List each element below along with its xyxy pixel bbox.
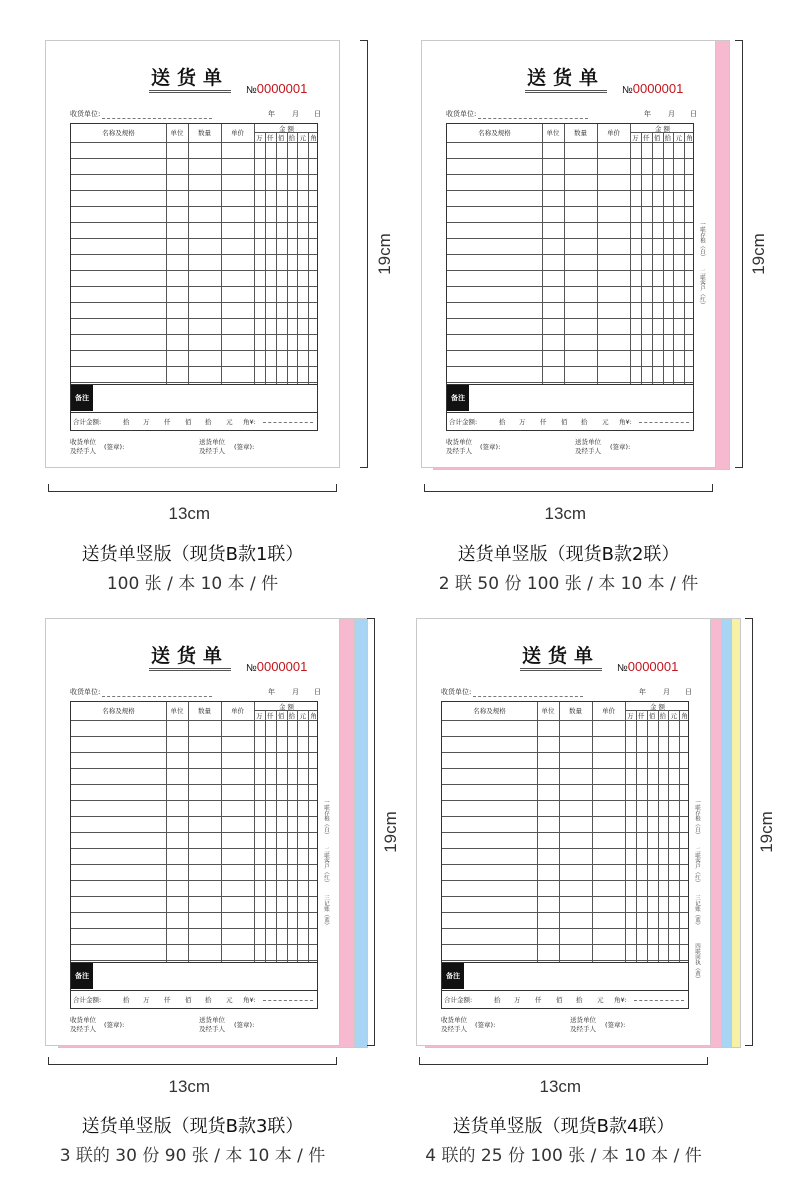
total-unit: 拾	[581, 418, 588, 426]
total-row	[70, 413, 318, 431]
number-symbol: №	[246, 85, 257, 96]
receiver-blank[interactable]	[102, 690, 212, 697]
table-digit-line	[287, 132, 288, 384]
column-header: 单价	[602, 707, 615, 715]
height-label: 19cm	[756, 811, 776, 853]
deliver-sign-line2: 及经手人	[575, 447, 601, 455]
date-label: 年	[644, 110, 651, 118]
table-row-line	[71, 190, 317, 191]
total-unit: 拾	[205, 418, 212, 426]
table-row-line	[447, 350, 693, 351]
total-unit: 拾	[123, 996, 130, 1004]
copy-label: 二联客户（红）	[699, 269, 705, 308]
amount-digit-header: 角	[310, 134, 317, 142]
table-row-line	[442, 736, 688, 737]
width-label: 13cm	[168, 504, 211, 523]
table-row-line	[447, 366, 693, 367]
column-header: 名称及规格	[102, 707, 135, 715]
number-value: 0000001	[256, 659, 308, 674]
form-number	[617, 659, 678, 674]
table-row-line	[71, 800, 317, 801]
column-header: 单位	[541, 707, 555, 715]
amount-digit-header: 拾	[664, 134, 672, 142]
table-row-line	[71, 768, 317, 769]
receiver-sign-line1: 收货单位	[70, 1016, 96, 1024]
total-unit: 元	[226, 418, 233, 426]
items-table	[70, 123, 318, 385]
column-header: 数量	[569, 707, 582, 715]
table-row-line	[71, 302, 317, 303]
table-row-line	[71, 350, 317, 351]
remarks-label: 备注	[71, 963, 93, 989]
table-row-line	[442, 752, 688, 753]
total-blank[interactable]	[263, 1000, 313, 1001]
copy-label: 二联客户（红）	[323, 847, 329, 886]
table-digit-line	[297, 710, 298, 962]
total-unit: 佰	[185, 418, 192, 426]
table-row-line	[71, 238, 317, 239]
table-row-line	[71, 928, 317, 929]
table-row-line	[447, 206, 693, 207]
product-title: 送货单竖版（现货B款3联）	[81, 1116, 304, 1137]
table-row-line	[447, 318, 693, 319]
date-label: 月	[292, 110, 299, 118]
total-blank[interactable]	[634, 1000, 684, 1001]
delivery-form-sheet	[45, 40, 340, 468]
height-dimension-bracket	[745, 618, 753, 1046]
table-row-line	[447, 158, 693, 159]
date-label: 月	[668, 110, 675, 118]
total-unit: 仟	[535, 996, 542, 1004]
total-label: 合计金额:	[444, 996, 473, 1004]
total-unit: 仟	[164, 418, 171, 426]
product-subtitle: 3 联的 30 份 90 张 / 本 10 本 / 件	[59, 1146, 326, 1166]
total-unit: 万	[514, 996, 521, 1004]
table-row-line	[442, 832, 688, 833]
remarks-box	[70, 963, 318, 991]
receiver-sign-label: (签章):	[104, 1021, 125, 1029]
product-title: 送货单竖版（现货B款4联）	[452, 1116, 675, 1137]
receiver-sign-line2: 及经手人	[441, 1025, 467, 1033]
table-digit-line	[663, 132, 664, 384]
receiver-label	[446, 109, 588, 119]
receiver-label	[441, 687, 583, 697]
total-unit: 拾	[494, 996, 501, 1004]
table-row-line	[447, 302, 693, 303]
remarks-box	[446, 385, 694, 413]
total-unit: 佰	[185, 996, 192, 1004]
table-digit-line	[276, 132, 277, 384]
remarks-box	[70, 385, 318, 413]
total-unit: 拾	[499, 418, 506, 426]
table-row-line	[442, 848, 688, 849]
receiver-sign-label: (签章):	[104, 443, 125, 451]
table-digit-line	[668, 710, 669, 962]
amount-digit-header: 佰	[648, 712, 656, 720]
deliver-sign-line1: 送货单位	[199, 438, 225, 446]
width-dimension-bracket	[419, 1057, 708, 1065]
height-dimension-bracket	[367, 618, 375, 1046]
amount-header: 金 额	[278, 125, 295, 133]
product-subtitle: 100 张 / 本 10 本 / 件	[106, 574, 279, 594]
deliver-sign-line2: 及经手人	[199, 1025, 225, 1033]
receiver-label	[70, 109, 212, 119]
deliver-sign-label: (签章):	[234, 443, 255, 451]
form-title: 送货单	[525, 67, 607, 93]
table-row-line	[71, 880, 317, 881]
total-unit: 万	[143, 418, 150, 426]
amount-digit-header: 佰	[277, 712, 285, 720]
amount-digit-header: 拾	[288, 134, 296, 142]
date-label: 日	[314, 110, 321, 118]
amount-header: 金 额	[654, 125, 671, 133]
total-label: 合计金额:	[449, 418, 478, 426]
amount-digit-header: 仟	[637, 712, 645, 720]
table-row-line	[442, 720, 688, 721]
deliver-sign-line2: 及经手人	[199, 447, 225, 455]
amount-header: 金 额	[278, 703, 295, 711]
total-row	[441, 991, 689, 1009]
amount-digit-header: 角	[686, 134, 693, 142]
table-row-line	[447, 270, 693, 271]
receiver-sign-line1: 收货单位	[446, 438, 472, 446]
table-digit-line	[647, 710, 648, 962]
remarks-box	[441, 963, 689, 991]
table-row-line	[447, 174, 693, 175]
receiver-sign-line2: 及经手人	[446, 447, 472, 455]
amount-digit-header: 仟	[642, 134, 650, 142]
total-unit: 角¥:	[614, 996, 627, 1004]
total-unit: 佰	[556, 996, 563, 1004]
table-row-line	[442, 864, 688, 865]
table-row-line	[447, 286, 693, 287]
amount-digit-header: 仟	[266, 712, 274, 720]
copy-label: 三记账（蓝）	[694, 895, 700, 928]
table-row-line	[442, 784, 688, 785]
column-header: 数量	[574, 129, 587, 137]
deliver-sign-line1: 送货单位	[199, 1016, 225, 1024]
amount-digit-header: 万	[627, 712, 634, 720]
items-table	[441, 701, 689, 963]
number-symbol: №	[617, 663, 628, 674]
total-unit: 拾	[576, 996, 583, 1004]
height-dimension-bracket	[735, 40, 743, 468]
total-label: 合计金额:	[73, 418, 102, 426]
deliver-sign-line2: 及经手人	[570, 1025, 596, 1033]
width-dimension-bracket	[48, 1057, 337, 1065]
deliver-sign-label: (签章):	[234, 1021, 255, 1029]
total-unit: 元	[226, 996, 233, 1004]
width-label: 13cm	[168, 1077, 211, 1096]
amount-digit-header: 角	[310, 712, 317, 720]
receiver-label-text: 收货单位:	[70, 110, 101, 118]
column-header: 单价	[231, 129, 244, 137]
amount-digit-header: 拾	[288, 712, 296, 720]
column-header: 数量	[198, 707, 211, 715]
table-row-line	[71, 960, 317, 961]
table-digit-line	[265, 710, 266, 962]
receiver-sign-line1: 收货单位	[441, 1016, 467, 1024]
table-row-line	[71, 222, 317, 223]
total-unit: 角¥:	[243, 418, 256, 426]
product-title: 送货单竖版（现货B款1联）	[81, 544, 304, 565]
total-unit: 万	[143, 996, 150, 1004]
column-header: 单位	[546, 129, 560, 137]
form-number	[246, 81, 307, 96]
table-digit-line	[658, 710, 659, 962]
table-digit-line	[276, 710, 277, 962]
total-unit: 元	[597, 996, 604, 1004]
table-row-line	[447, 238, 693, 239]
total-unit: 元	[602, 418, 609, 426]
table-row-line	[442, 944, 688, 945]
copy-label: 三记账（蓝）	[323, 895, 329, 928]
date-label: 年	[268, 688, 275, 696]
table-digit-line	[684, 132, 685, 384]
form-title: 送货单	[149, 67, 231, 93]
width-label: 13cm	[539, 1077, 582, 1096]
table-row-line	[442, 880, 688, 881]
total-unit: 仟	[164, 996, 171, 1004]
product-subtitle: 4 联的 25 份 100 张 / 本 10 本 / 件	[425, 1146, 702, 1166]
copy-label: 四联回执（黄）	[694, 943, 700, 982]
remarks-label: 备注	[447, 385, 469, 411]
column-header: 单价	[607, 129, 620, 137]
column-header: 单位	[170, 707, 184, 715]
total-row	[446, 413, 694, 431]
receiver-label-text: 收货单位:	[446, 110, 477, 118]
table-row-line	[71, 848, 317, 849]
amount-digit-header: 佰	[653, 134, 661, 142]
table-digit-line	[297, 132, 298, 384]
amount-digit-header: 万	[632, 134, 639, 142]
table-row-line	[71, 334, 317, 335]
table-digit-line	[641, 132, 642, 384]
date-label: 月	[292, 688, 299, 696]
copy-label: 一联存根（白）	[699, 221, 705, 260]
date-label: 日	[685, 688, 692, 696]
total-blank[interactable]	[263, 422, 313, 423]
width-dimension-bracket	[48, 484, 337, 492]
table-row-line	[71, 382, 317, 383]
receiver-blank[interactable]	[478, 112, 588, 119]
table-row-line	[71, 816, 317, 817]
receiver-label	[70, 687, 212, 697]
table-row-line	[71, 286, 317, 287]
table-digit-line	[308, 132, 309, 384]
amount-digit-header: 仟	[266, 134, 274, 142]
table-row-line	[442, 928, 688, 929]
table-row-line	[442, 800, 688, 801]
table-row-line	[71, 366, 317, 367]
copy-label: 二联客户（红）	[694, 847, 700, 886]
receiver-sign-label: (签章):	[475, 1021, 496, 1029]
form-number	[622, 81, 683, 96]
table-row-line	[71, 270, 317, 271]
items-table	[446, 123, 694, 385]
table-row-line	[71, 752, 317, 753]
number-value: 0000001	[627, 659, 679, 674]
total-unit: 万	[519, 418, 526, 426]
form-number	[246, 659, 307, 674]
items-table	[70, 701, 318, 963]
deliver-sign-line1: 送货单位	[575, 438, 601, 446]
total-row	[70, 991, 318, 1009]
copy-label: 一联存根（白）	[694, 799, 700, 838]
number-symbol: №	[622, 85, 633, 96]
table-row-line	[442, 896, 688, 897]
amount-digit-header: 元	[299, 134, 306, 142]
table-row-line	[442, 960, 688, 961]
total-label: 合计金额:	[73, 996, 102, 1004]
height-label: 19cm	[374, 233, 394, 275]
table-row-line	[71, 158, 317, 159]
column-header: 单价	[231, 707, 244, 715]
table-row-line	[71, 174, 317, 175]
table-digit-line	[265, 132, 266, 384]
table-row-line	[71, 206, 317, 207]
amount-digit-header: 元	[299, 712, 306, 720]
table-row-line	[71, 784, 317, 785]
amount-digit-header: 万	[256, 134, 263, 142]
date-label: 日	[314, 688, 321, 696]
number-symbol: №	[246, 663, 257, 674]
table-row-line	[71, 736, 317, 737]
receiver-sign-line2: 及经手人	[70, 447, 96, 455]
column-header: 数量	[198, 129, 211, 137]
delivery-form-sheet	[416, 618, 711, 1046]
amount-digit-header: 元	[670, 712, 677, 720]
table-digit-line	[673, 132, 674, 384]
amount-digit-header: 元	[675, 134, 682, 142]
column-header: 名称及规格	[473, 707, 506, 715]
receiver-sign-label: (签章):	[480, 443, 501, 451]
height-dimension-bracket	[360, 40, 368, 468]
height-label: 19cm	[380, 811, 400, 853]
deliver-sign-line1: 送货单位	[570, 1016, 596, 1024]
remarks-label: 备注	[442, 963, 464, 989]
amount-digit-header: 万	[256, 712, 263, 720]
table-row-line	[71, 944, 317, 945]
table-digit-line	[308, 710, 309, 962]
copy-label: 一联存根（白）	[323, 799, 329, 838]
table-row-line	[71, 720, 317, 721]
date-label: 年	[268, 110, 275, 118]
product-title: 送货单竖版（现货B款2联）	[457, 544, 680, 565]
total-blank[interactable]	[639, 422, 689, 423]
amount-digit-header: 拾	[659, 712, 667, 720]
column-header: 名称及规格	[102, 129, 135, 137]
column-header: 单位	[170, 129, 184, 137]
table-row-line	[71, 896, 317, 897]
delivery-form-sheet	[45, 618, 340, 1046]
column-header: 名称及规格	[478, 129, 511, 137]
table-row-line	[442, 768, 688, 769]
receiver-label-text: 收货单位:	[441, 688, 472, 696]
receiver-blank[interactable]	[102, 112, 212, 119]
amount-digit-header: 佰	[277, 134, 285, 142]
width-label: 13cm	[544, 504, 587, 523]
delivery-form-sheet	[421, 40, 716, 468]
table-row-line	[71, 832, 317, 833]
date-label: 月	[663, 688, 670, 696]
table-digit-line	[636, 710, 637, 962]
table-row-line	[447, 254, 693, 255]
table-row-line	[71, 864, 317, 865]
receiver-label-text: 收货单位:	[70, 688, 101, 696]
remarks-label: 备注	[71, 385, 93, 411]
table-row-line	[447, 382, 693, 383]
height-label: 19cm	[748, 233, 768, 275]
table-row-line	[442, 912, 688, 913]
table-row-line	[447, 334, 693, 335]
table-row-line	[447, 190, 693, 191]
total-unit: 拾	[123, 418, 130, 426]
amount-digit-header: 角	[681, 712, 688, 720]
amount-header: 金 额	[649, 703, 666, 711]
number-value: 0000001	[256, 81, 308, 96]
total-unit: 拾	[205, 996, 212, 1004]
total-unit: 角¥:	[243, 996, 256, 1004]
table-digit-line	[652, 132, 653, 384]
table-row-line	[71, 912, 317, 913]
product-subtitle: 2 联 50 份 100 张 / 本 10 本 / 件	[438, 574, 699, 594]
deliver-sign-label: (签章):	[605, 1021, 626, 1029]
form-title: 送货单	[520, 645, 602, 671]
total-unit: 角¥:	[619, 418, 632, 426]
table-digit-line	[287, 710, 288, 962]
number-value: 0000001	[632, 81, 684, 96]
table-row-line	[442, 816, 688, 817]
date-label: 日	[690, 110, 697, 118]
total-unit: 佰	[561, 418, 568, 426]
table-row-line	[71, 318, 317, 319]
deliver-sign-label: (签章):	[610, 443, 631, 451]
date-label: 年	[639, 688, 646, 696]
table-row-line	[447, 142, 693, 143]
receiver-sign-line1: 收货单位	[70, 438, 96, 446]
receiver-sign-line2: 及经手人	[70, 1025, 96, 1033]
receiver-blank[interactable]	[473, 690, 583, 697]
table-row-line	[71, 142, 317, 143]
width-dimension-bracket	[424, 484, 713, 492]
total-unit: 仟	[540, 418, 547, 426]
table-digit-line	[679, 710, 680, 962]
table-row-line	[447, 222, 693, 223]
table-row-line	[71, 254, 317, 255]
form-title: 送货单	[149, 645, 231, 671]
